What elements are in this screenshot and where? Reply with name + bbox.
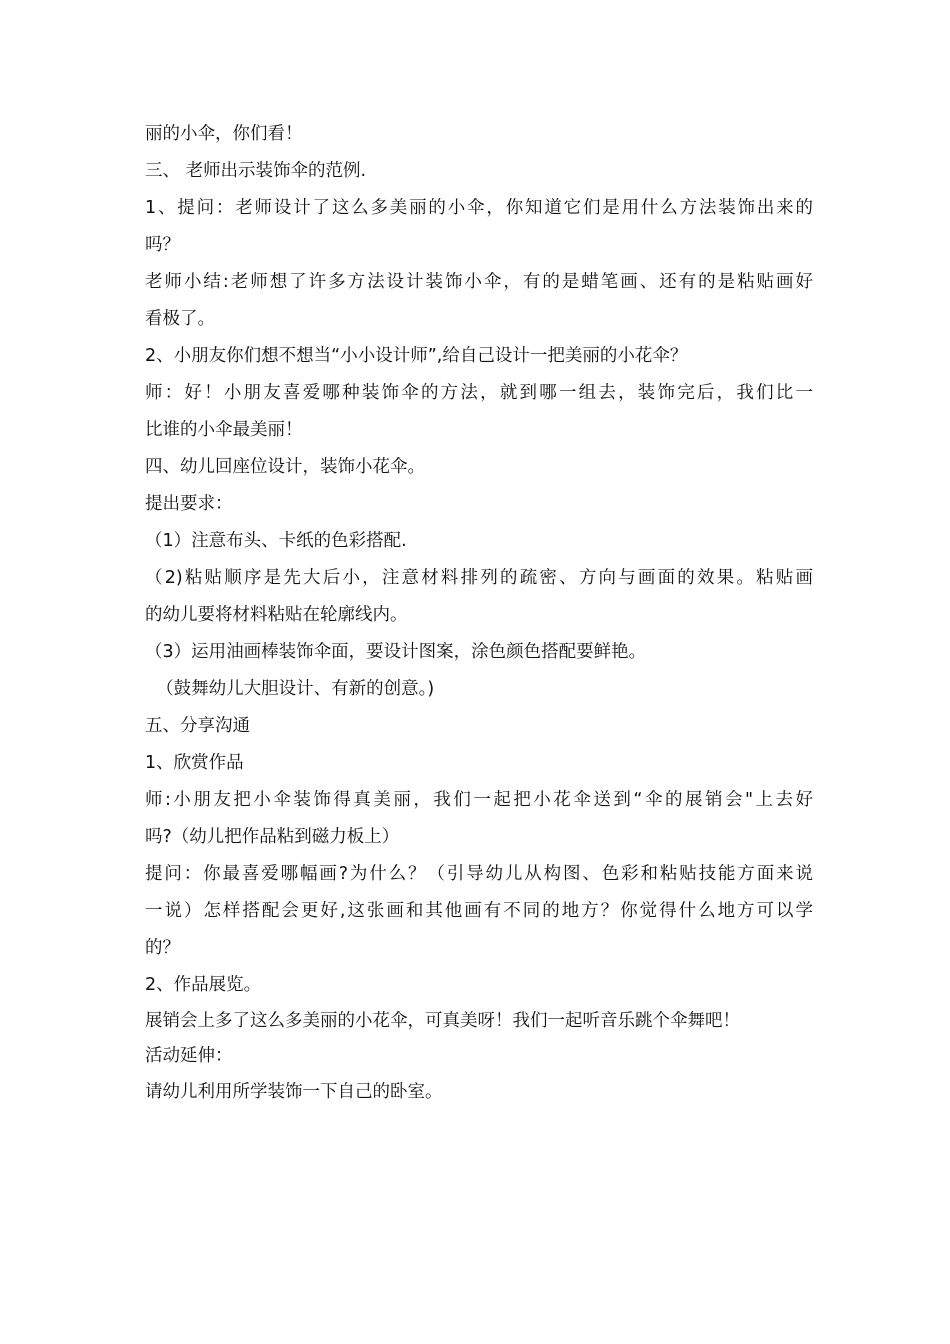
text-line: 提问：你最喜爱哪幅画?为什么？（引导幼儿从构图、色彩和粘贴技能方面来说: [145, 864, 813, 884]
text-line: 展销会上多了这么多美丽的小花伞，可真美呀！我们一起听音乐跳个伞舞吧！: [145, 1011, 740, 1031]
section-heading-4: 四、幼儿回座位设计，装饰小花伞。: [145, 457, 425, 477]
text-line: 师:小朋友把小伞装饰得真美丽，我们一起把小花伞送到“伞的展销会"上去好: [145, 790, 813, 810]
text-line: 1、提问：老师设计了这么多美丽的小伞，你知道它们是用什么方法装饰出来的: [145, 198, 813, 218]
text-line: 的幼儿要将材料粘贴在轮廓线内。: [145, 605, 408, 625]
text-line: 丽的小伞，你们看！: [145, 124, 303, 144]
requirement-item-1: （1）注意布头、卡纸的色彩搭配.: [145, 531, 407, 551]
text-line: 吗？: [145, 235, 180, 255]
text-line: 老师小结:老师想了许多方法设计装饰小伞，有的是蜡笔画、还有的是粘贴画好: [145, 272, 813, 292]
text-line: 的？: [145, 938, 180, 958]
text-line: 吗?（幼儿把作品粘到磁力板上）: [145, 827, 400, 847]
section-heading-3: 三、 老师出示装饰伞的范例.: [145, 161, 367, 181]
requirement-item-2: （2)粘贴顺序是先大后小，注意材料排列的疏密、方向与画面的效果。粘贴画: [145, 568, 813, 588]
text-line: 2、小朋友你们想不想当“小小设计师”,给自己设计一把美丽的小花伞？: [145, 346, 688, 366]
text-line: 2、作品展览。: [145, 975, 262, 995]
text-line: 比谁的小伞最美丽！: [145, 420, 303, 440]
text-line: 1、欣赏作品: [145, 753, 244, 773]
section-heading-5: 五、分享沟通: [145, 716, 250, 736]
requirement-item-3: （3）运用油画棒装饰伞面，要设计图案，涂色颜色搭配要鲜艳。: [145, 642, 647, 662]
text-line: 看极了。: [145, 309, 215, 329]
text-line: 请幼儿利用所学装饰一下自己的卧室。: [145, 1082, 443, 1102]
text-line: 活动延伸：: [145, 1046, 233, 1066]
text-line: （鼓舞幼儿大胆设计、有新的创意。): [145, 679, 435, 699]
text-line: 一说）怎样搭配会更好,这张画和其他画有不同的地方？你觉得什么地方可以学: [145, 901, 813, 921]
text-line: 提出要求：: [145, 494, 233, 514]
document-body: [145, 116, 813, 1111]
text-line: 师：好！小朋友喜爱哪种装饰伞的方法，就到哪一组去，装饰完后，我们比一: [145, 383, 813, 403]
